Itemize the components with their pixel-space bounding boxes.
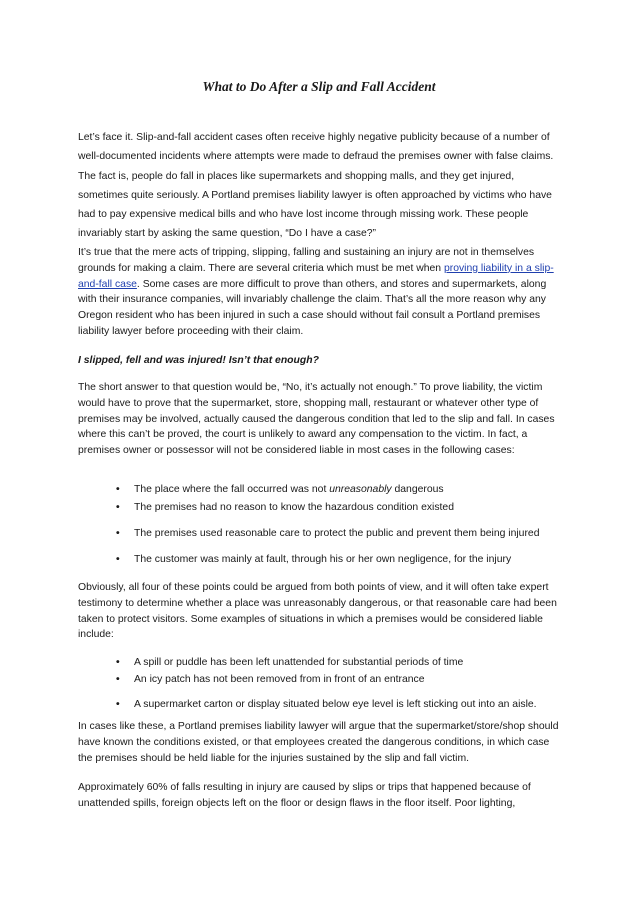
list-item-text: The premises used reasonable care to protect the public and prevent them being injured xyxy=(134,528,540,539)
paragraph-statistics: Approximately 60% of falls resulting in injury are caused by slips or trips that happened because of unattended spills, foreign objects left on the floor or design flaws in the floor itself. Poor lighting, xyxy=(78,782,531,809)
paragraph-short-answer: The short answer to that question would be, “No, it’s actually not enough.” To prove liability, the victim would have to prove that the supermarket, store, shopping mall, restaurant or whatever other type of premises may be involved, actually caused the dangerous condition that led to the slip and fall. In cases where this can’t be proved, the court is unlikely to award any compensation to the victim. In fact, a premises owner or possessor will not be considered liable in most cases in the following cases: xyxy=(78,382,555,457)
bullet-icon: • xyxy=(116,699,120,710)
list-item-text: The place where the fall occurred was not unreasonably dangerous xyxy=(134,484,444,495)
bullet-icon: • xyxy=(116,528,120,539)
paragraph-text: It’s true that the mere acts of tripping, slipping, falling and sustaining an injury are not in themselves grounds for making a claim. There are several criteria which must be met when xyxy=(78,247,535,274)
list-item-text: The premises had no reason to know the hazardous condition existed xyxy=(134,502,454,513)
list-item-text: An icy patch has not been removed from in front of an entrance xyxy=(134,674,425,685)
bullet-icon: • xyxy=(116,502,120,513)
list-item-text: A supermarket carton or display situated below eye level is left sticking out into an aisle. xyxy=(134,699,537,710)
liability-link[interactable]: proving liability in a slip-and-fall case xyxy=(78,262,554,290)
paragraph-text: . Some cases are more difficult to prove than others, and stores and supermarkets, along with their insurance companies, will invariably challenge the claim. That’s all the more reason why any Oregon resident who has been injured in such a case should without fail consult a Portland premises liability lawyer before proceeding with their claim. xyxy=(78,278,547,337)
emphasis-text: unreasonably xyxy=(329,484,392,495)
bullet-icon: • xyxy=(116,484,120,495)
paragraph-criteria xyxy=(78,245,562,340)
bullet-icon: • xyxy=(116,674,120,685)
list-item-text: The customer was mainly at fault, through his or her own negligence, for the injury xyxy=(134,554,512,565)
paragraph-argument: In cases like these, a Portland premises liability lawyer will argue that the supermarket/store/shop should have known the conditions existed, or that employees created the dangerous conditions, in which case the premises should be held liable for the injuries sustained by the slip and fall victim. xyxy=(78,721,559,764)
list-item-text: A spill or puddle has been left unattended for substantial periods of time xyxy=(134,657,464,668)
document-title: What to Do After a Slip and Fall Accident xyxy=(202,79,436,94)
paragraph-examples: Obviously, all four of these points could be argued from both points of view, and it will often take expert testimony to determine whether a place was unreasonably dangerous, or that reasonable care had been taken to protect visitors. Some examples of situations in which a premises would be considered liable include: xyxy=(78,582,557,641)
bullet-icon: • xyxy=(116,657,120,668)
paragraph-intro: Let’s face it. Slip-and-fall accident cases often receive highly negative publicity because of a number of well-documented incidents where attempts were made to defraud the premises owner with false claims. The fact is, people do fall in places like supermarkets and shopping malls, and they get injured, sometimes quite seriously. A Portland premises liability lawyer is often approached by victims who have had to pay expensive medical bills and who have lost income through missing work. These people invariably start by asking the same question, “Do I have a case?” xyxy=(78,132,554,240)
bullet-icon: • xyxy=(116,554,120,565)
section-heading: I slipped, fell and was injured! Isn’t that enough? xyxy=(78,355,319,366)
